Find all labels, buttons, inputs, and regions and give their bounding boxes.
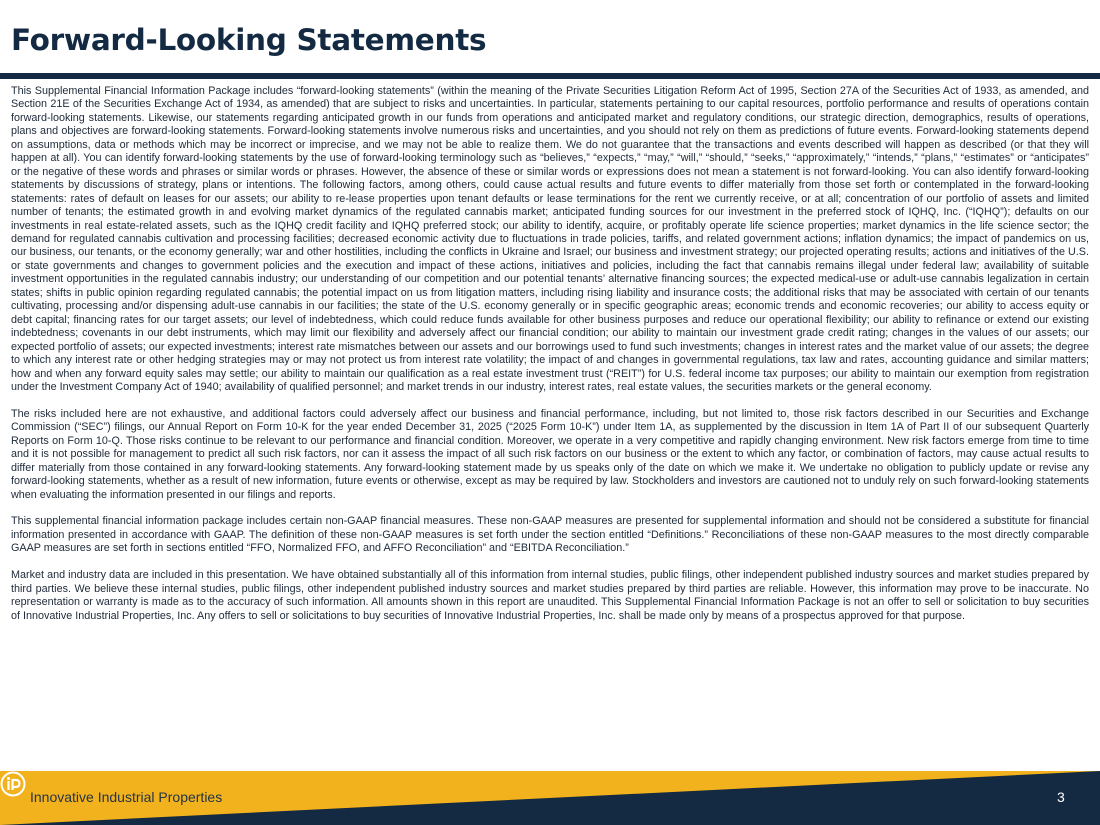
paragraph-forward-looking: This Supplemental Financial Information Package includes “forward-looking statements” (within the meaning of the Private Securities Litigation Reform Act of 1995, Section 27A of the Securities Act of 1933, as amended, and Section 21E of the Securities Exchange Act of 1934, as amended) that are subject to risks and uncertainties. In particular, statements pertaining to our capital resources, portfolio performance and results of operations contain forward-looking statements. Likewise, our statements regarding anticipated growth in our funds from operations and anticipated market and regulatory conditions, our strategic direction, demographics, results of operations, plans and objectives are forward-looking statements. Forward-looking statements involve numerous risks and uncertainties, and you should not rely on them as predictions of future events. Forward-looking statements depend on assumptions, data or methods which may be incorrect or imprecise, and we may not be able to realize them. We do not guarantee that the transactions and events described will happen as described (or that they will happen at all). You can identify forward-looking statements by the use of forward-looking terminology such as “believes,” “expects,” “may,” “will,” “should,” “seeks,” “approximately,” “intends,” “plans,” “estimates” or “anticipates” or the negative of these words and phrases or similar words or phrases. However, the absence of these or similar words or expressions does not mean a statement is not forward-looking. You can also identify forward-looking statements by discussions of strategy, plans or intentions. The following factors, among others, could cause actual results and future events to differ materially from those set forth or contemplated in the forward-looking statements: rates of default on leases for our assets; our ability to re-lease properties upon tenant defaults or lease terminations for the rent we currently receive, or at all; concentration of our portfolio of assets and limited number of tenants; the estimated growth in and evolving market dynamics of the regulated cannabis market; anticipated funding sources for our investment in the preferred stock of IQHQ, Inc. (“IQHQ”); defaults on our investments in real estate-related assets, such as the IQHQ credit facility and IQHQ preferred stock; our ability to identify, acquire, or profitably operate life science properties; market dynamics in the life science sector; the demand for regulated cannabis cultivation and processing facilities; decreased economic activity due to fluctuations in trade policies, tariffs, and related government actions; inflation dynamics; the impact of pandemics on us, our business, our tenants, or the economy generally; war and other hostilities, including the conflicts in Ukraine and Israel; our business and investment strategy; our projected operating results; actions and initiatives of the U.S. or state governments and changes to government policies and the execution and impact of these actions, initiatives and policies, including the fact that cannabis remains illegal under federal law; availability of suitable investment opportunities in the regulated cannabis industry; our understanding of our competition and our potential tenants’ alternative financing sources; the expected medical-use or adult-use cannabis legalization in certain states; shifts in public opinion regarding regulated cannabis; the potential impact on us from litigation matters, including rising liability and insurance costs; the additional risks that may be associated with certain of our tenants cultivating, processing and/or dispensing adult-use cannabis in our facilities; the state of the U.S. economy generally or in specific geographic areas; economic trends and economic recoveries; our ability to access equity or debt capital; financing rates for our target assets; our level of indebtedness, which could reduce funds available for other business purposes and reduce our operational flexibility; our ability to refinance or extend our existing indebtedness; covenants in our debt instruments, which may limit our flexibility and adversely affect our financial condition; our ability to maintain our investment grade credit rating; changes in the values of our assets; our expected portfolio of assets; our expected investments; interest rate mismatches between our assets and our borrowings used to fund such investments; changes in interest rates and the market value of our assets; the degree to which any interest rate or other hedging strategies may or may not protect us from interest rate volatility; the impact of and changes in governmental regulations, tax law and rates, accounting guidance and similar matters; how and when any forward equity sales may settle; our ability to maintain our qualification as a real estate investment trust (“REIT”) for U.S. federal income tax purposes; our ability to maintain our exemption from registration under the Investment Company Act of 1940; availability of qualified personnel; and market trends in our industry, interest rates, real estate values, the securities markets or the general economy. [11,85,1089,393]
page-title: Forward-Looking Statements [11,23,487,57]
page-number: 3 [1057,789,1065,805]
paragraph-risks: The risks included here are not exhaustive, and additional factors could adversely affect our business and financial performance, including, but not limited to, those risk factors described in our Securities and Exchange Commission (“SEC”) filings, our Annual Report on Form 10-K for the year ended December 31, 2025 (“2025 Form 10-K”) under Item 1A, as supplemented by the discussion in Item 1A of Part II of our subsequent Quarterly Reports on Form 10-Q. Those risks continue to be relevant to our performance and financial condition. Moreover, we operate in a very competitive and rapidly changing environment. New risk factors emerge from time to time and it is not possible for management to predict all such risk factors, nor can it assess the impact of all such risk factors on our business or the extent to which any factor, or combination of factors, may cause actual results to differ materially from those contained in any forward-looking statements. Any forward-looking statement made by us speaks only of the date on which we make it. We undertake no obligation to publicly update or revise any forward-looking statements, whether as a result of new information, future events or otherwise, except as may be required by law. Stockholders and investors are cautioned not to unduly rely on such forward-looking statements when evaluating the information presented in our filings and reports. [11,407,1089,501]
footer [0,771,1100,825]
title-divider [0,73,1100,79]
paragraph-non-gaap: This supplemental financial information package includes certain non-GAAP financial measures. These non-GAAP measures are presented for supplemental information and should not be considered a substitute for financial information presented in accordance with GAAP. The definition of these non-GAAP measures is set forth under the section entitled “Definitions.” Reconciliations of these non-GAAP measures to the most directly comparable GAAP measures are set forth in sections entitled “FFO, Normalized FFO, and AFFO Reconciliation” and “EBITDA Reconciliation.” [11,515,1089,555]
disclaimer-body [11,85,1089,637]
footer-company-name: Innovative Industrial Properties [30,789,223,805]
iip-logo-icon [0,771,26,797]
paragraph-market-data: Market and industry data are included in this presentation. We have obtained substantially all of this information from internal studies, public filings, other independent published industry sources and market studies prepared by third parties. We believe these internal studies, public filings, other independent published industry sources and market studies prepared by third parties are reliable. However, this information may prove to be inaccurate. No representation or warranty is made as to the accuracy of such information. All amounts shown in this report are unaudited. This Supplemental Financial Information Package is not an offer to sell or solicitation to buy securities of Innovative Industrial Properties, Inc. Any offers to sell or solicitations to buy securities of Innovative Industrial Properties, Inc. shall be made only by means of a prospectus approved for that purpose. [11,569,1089,622]
